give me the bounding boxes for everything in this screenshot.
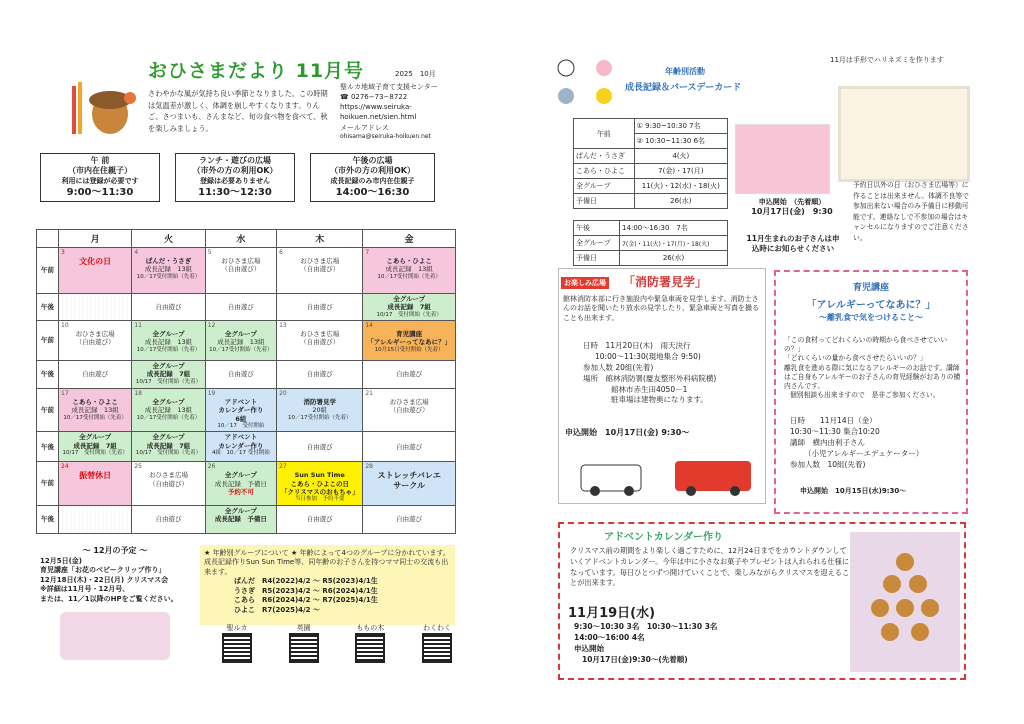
cal-cell[interactable]: 3 文化の日	[59, 248, 132, 294]
allergy-heading: 育児講座	[852, 283, 889, 293]
cal-cell[interactable]: 27 Sun Sun Time こあら・ひよこの日 「クリスマスのおもちゃ」 当日参加 予約不要	[277, 462, 363, 505]
fire-desc: 館林消防本部に行き施設内や緊急車両を見学します。消防士さんのお話を聞いたり放水の見学したり、緊急車両と写真を撮ることも出来ます。	[563, 295, 759, 322]
day-mon: 月	[59, 230, 132, 248]
acorn-illustration	[72, 78, 140, 138]
pm-schedule: 午後 14:00～16:30 7名 全グループ 7(金)・11(火)・17(月)・18(火) 予備日 26(水)	[573, 220, 728, 266]
advent-date: 11月19日(水)	[568, 606, 656, 621]
vehicles-illustration	[579, 449, 759, 497]
qr-row	[222, 624, 452, 663]
cal-cell[interactable]: 11 全グループ 成長記録 13組 10／17受付開始（先着）	[132, 321, 205, 361]
page-title: おひさまだより 11月号	[148, 60, 365, 82]
box-note: 成長記録のみ市内在住親子	[330, 176, 415, 185]
fire-station-section	[558, 268, 766, 504]
box-morning	[40, 153, 160, 202]
allergy-desc: 「この食材ってどれくらいの時期から食べさせていいの？」 「どれくらいの量から食べさせたらいいの？」 離乳食を進める際に気になるアレルギーのお話です。講師はご自身もアレルギーのお子さんの育児経験がおありの横内さんです。 個別相談も出来ますので 是非ご参加ください。	[784, 336, 961, 400]
cal-cell[interactable]: 12 全グループ 成長記録 13組 10／17受付開始（先着）	[205, 321, 276, 361]
cal-cell[interactable]: 18 全グループ 成長記録 13組 10／17受付開始（先着）	[132, 389, 205, 432]
box-sub: （市内在住親子）	[68, 166, 132, 176]
cal-cell[interactable]: 自由遊び	[277, 505, 363, 533]
allergy-apply: 申込開始 10月15日(水)9:30～	[800, 487, 907, 495]
advent-title: アドベントカレンダー作り	[604, 528, 723, 543]
box-title: 午後の広場	[352, 156, 393, 165]
box-afternoon	[310, 153, 435, 202]
allergy-title: 「アレルギーってなあに？」	[806, 300, 936, 311]
day-fri: 金	[363, 230, 456, 248]
cal-cell[interactable]: 全グループ 成長記録 7組 10/17 受付開始（先着）	[132, 361, 205, 389]
advent-section	[558, 522, 966, 680]
cal-cell[interactable]: 5 おひさま広場 （自由遊び）	[205, 248, 276, 294]
qr-wakuwaku[interactable]: わくわく	[422, 624, 452, 663]
clip-photo	[60, 612, 170, 660]
cal-cell[interactable]: 自由遊び	[205, 294, 276, 321]
fire-title: 「消防署見学」	[623, 275, 708, 289]
cal-cell[interactable]: アドベント カレンダー作り 4組 10／17 受付開始	[205, 432, 276, 462]
cal-cell[interactable]: 自由遊び	[363, 505, 456, 533]
cal-cell[interactable]: 自由遊び	[363, 432, 456, 462]
handprint-note: 11月は手形でハリネズミを作ります	[830, 56, 944, 64]
cal-cell[interactable]: 全グループ 成長記録 予備日	[205, 505, 276, 533]
box-time: 11:30～12:30	[198, 186, 272, 198]
fire-tag: お楽しみ広場	[561, 277, 609, 289]
december-plans: ～ 12月の予定 ～ 12月5日(金) 育児講座「お花のベビークリップ作り」 12月18日(木)・22日(月) クリスマス会 ※詳細は11月号・12月号、 または、11／1以降のHPをご覧ください。	[40, 546, 178, 603]
apply-1: 申込開始 （先着順） 10月17日(金) 9:30	[751, 198, 833, 217]
box-title: ランチ・遊びの広場	[199, 156, 271, 165]
cal-cell[interactable]: 4 ぱんだ・うさぎ 成長記録 13組 10／17受付開始（先着）	[132, 248, 205, 294]
animal-icons	[556, 58, 616, 112]
cal-cell[interactable]: 自由遊び	[132, 294, 205, 321]
cal-cell[interactable]: 28 ストレッチバレエ サークル	[363, 462, 456, 505]
cal-cell[interactable]: 自由遊び	[59, 361, 132, 389]
advent-times: 9:30～10:30 3名 10:30～11:30 3名 14:00～16:00 4名 申込開始 10月17日(金)9:30～(先着順)	[574, 622, 718, 664]
box-sub: （市外の方の利用OK）	[330, 166, 415, 176]
cal-cell[interactable]: 自由遊び	[277, 361, 363, 389]
website-link[interactable]: https://www.seiruka-hoikuen.net/sien.html	[340, 103, 417, 122]
row-pm: 午後	[37, 294, 59, 321]
cal-cell[interactable]: 全グループ 成長記録 7組 10/17 受付開始（先着）	[59, 432, 132, 462]
day-tue: 火	[132, 230, 205, 248]
cal-cell[interactable]: 24 振替休日	[59, 462, 132, 505]
cal-cell[interactable]: 全グループ 成長記録 7組 10/17 受付開始（先着）	[132, 432, 205, 462]
day-thu: 木	[277, 230, 363, 248]
fire-apply: 申込開始 10月17日(金) 9:30～	[565, 428, 690, 437]
cal-cell[interactable]: 21 おひさま広場 （自由遊び）	[363, 389, 456, 432]
box-sub: （市外の方の利用OK）	[192, 166, 278, 176]
calendar: 月 火 水 木 金 午前 3 文化の日 4 ぱんだ・うさぎ 成長記録 13組 10／17受付開始（先着） 5 おひさま広場 （自由遊び） 6 おひさま広場 （自由遊び） 7 こあら・ひよこ 成長記録 13組 10／17受付開始（先着） 午後 自由遊び 自由遊び 自由遊び 全グループ 成長記録 7組 10/17 受付開始（先着） 午前 10 おひさま広場 （自由遊び） 11 全グループ 成長記録 13組 10／17受付開始（先着） 12 全グループ 成長記録 13組 10／17受付開始（先着） 13 おひさま広場 （自由遊び） 14 育児講座 「アレルギーってなあに？」 10月15日受付開始（先着） 午後 自由遊び 全グループ 成長記録 7組 10/17 受付開始（先着） 自由遊び 自由遊び 自由遊び 午前 17 こあら・ひよこ 成長記録 13組 10／17受付開始（先着） 18 全グループ 成長記録 13組 10／17受付開始（先着） 19 アドベント カレンダー作り 6組 10／17 受付開始 20 消防署見学 20組 10／17受付開始（先着） 21 おひさま広場 （自由遊び） 午後 全グループ 成長記録 7組 10/17 受付開始（先着） 全グループ 成長記録 7組 10/17 受付開始（先着） アドベント カレンダー作り 4組 10／17 受付開始 自由遊び 自由遊び 午前 24 振替休日 25 おひさま広場 （自由遊び） 26 全グループ 成長記録 予備日 予約不可 27 Sun Sun Time こあら・ひよこの日 「クリスマスのおもちゃ」 当日参加 予約不要 28 ストレッチバレエ サークル 午後 自由遊び 全グループ 成長記録 予備日 自由遊び 自由遊び	[36, 229, 456, 534]
card-photo-1	[735, 124, 830, 194]
am-schedule: 午前 ① 9:30~10:30 7名 ② 10:30~11:30 6名 ぱんだ・うさぎ 4(火) こあら・ひよこ 7(金)・17(月) 全グループ 11(火)・12(水)・18(火) 予備日 26(水)	[573, 118, 728, 209]
box-note: 利用には登録が必要です	[61, 176, 139, 185]
allergy-info: 日時 11月14日（金） 10:30～11:30 集合10:20 講師 横内由利子さん （小児アレルギーエデュケーター） 参加人数 10組(先着)	[790, 416, 924, 469]
cal-cell[interactable]: 全グループ 成長記録 7組 10/17 受付開始（先着）	[363, 294, 456, 321]
qr-seiruka[interactable]: 聖ルカ	[222, 624, 252, 663]
box-title: 午 前	[90, 156, 110, 165]
box-time: 9:00～11:30	[66, 186, 134, 198]
cal-cell[interactable]: 20 消防署見学 20組 10／17受付開始（先着）	[277, 389, 363, 432]
email[interactable]: ohisama@seiruka-hoikuen.net	[340, 132, 431, 140]
cal-cell[interactable]: 10 おひさま広場 （自由遊び）	[59, 321, 132, 361]
day-wed: 水	[205, 230, 276, 248]
cal-cell[interactable]: 自由遊び	[132, 505, 205, 533]
intro-text: さわやかな風が気持ち良い季節となりました。この時期は気温差が激しく、体調を崩しやすくなります。りんご、さつまいも、さんまなど、旬の食べ物を食べて、秋を楽しみましょう。	[148, 89, 328, 133]
card-photo-2	[838, 86, 970, 182]
cal-cell[interactable]: 自由遊び	[363, 361, 456, 389]
box-note: 登録は必要ありません	[200, 176, 270, 185]
activity-title: 成長記録＆バースデーカード	[625, 83, 742, 93]
issue-date: 2025 10月	[395, 70, 436, 78]
cal-cell[interactable]: 6 おひさま広場 （自由遊び）	[277, 248, 363, 294]
cal-cell[interactable]: 7 こあら・ひよこ 成長記録 13組 10／17受付開始（先着）	[363, 248, 456, 294]
row-am: 午前	[37, 248, 59, 294]
qr-momonoki[interactable]: ももの木	[355, 624, 385, 663]
advent-desc: クリスマス前の期間をより楽しく過ごすために、12月24日までをカウントダウンしていくアドベントカレンダー。今年は中に小さなお菓子やプレゼントは入れられる仕様になっています。毎日ひとつずつ開けていくことで、楽しみながらクリスマスを迎えることが出来ます。	[570, 546, 850, 588]
fire-details: 日時 11月20日(木) 雨天決行 10:00～11:30(現地集合 9:50) 参加人数 20組(先着) 場所 館林消防署(慶友整形外科病院横) 館林市赤生田4050－1 駐車場は建物奥になります。	[583, 341, 717, 405]
group-info: ★ 年齢別グループについて ★ 年齢によって4つのグループに分かれています。成長記録作りSun Sun Time等、同年齢のお子さんを持つママ同士の交流も出来ます。 ぱんだ R4(2022)4/2 ～ R5(2023)4/1生 うさぎ R5(2023)4/2 ～ R6(2024)4/1生 こあら R6(2024)4/2 ～ R7(2025)4/1生 ひよこ R7(2025)4/2 ～	[200, 545, 455, 625]
cal-cell[interactable]: 17 こあら・ひよこ 成長記録 13組 10／17受付開始（先着）	[59, 389, 132, 432]
allergy-section	[774, 270, 968, 514]
cal-cell[interactable]: 25 おひさま広場 （自由遊び）	[132, 462, 205, 505]
contact-block	[340, 82, 480, 141]
reservation-note: 予約日以外の日（おひさま広場等）に作ることは出来ません。体調不良等で参加出来ない場合のみ予備日に移動可能です。連絡なしで不参加の場合はキャンセルになりますのでご注意ください。	[853, 181, 969, 242]
cal-cell[interactable]: 13 おひさま広場 （自由遊び）	[277, 321, 363, 361]
allergy-subtitle: ～離乳食で気をつけること～	[819, 313, 923, 322]
qr-eien[interactable]: 英園	[289, 624, 319, 663]
cal-cell[interactable]: 14 育児講座 「アレルギーってなあに？」 10月15日受付開始（先着）	[363, 321, 456, 361]
activity-heading: 年齢別活動	[665, 67, 705, 76]
cal-cell[interactable]: 自由遊び	[277, 294, 363, 321]
cal-cell[interactable]: 19 アドベント カレンダー作り 6組 10／17 受付開始	[205, 389, 276, 432]
box-lunch	[175, 153, 295, 202]
birthday-note: 11月生まれのお子さんは申込時にお知らせください	[746, 234, 840, 254]
box-time: 14:00～16:30	[335, 186, 410, 198]
center-name: 聖ルカ地域子育て支援センター	[340, 83, 438, 91]
email-label: メールアドレス	[340, 123, 389, 132]
phone: ☎ 0276−73−8722	[340, 93, 408, 102]
advent-photo	[850, 532, 960, 672]
cal-cell[interactable]: 自由遊び	[277, 432, 363, 462]
cal-cell[interactable]: 26 全グループ 成長記録 予備日 予約不可	[205, 462, 276, 505]
cal-cell[interactable]: 自由遊び	[205, 361, 276, 389]
